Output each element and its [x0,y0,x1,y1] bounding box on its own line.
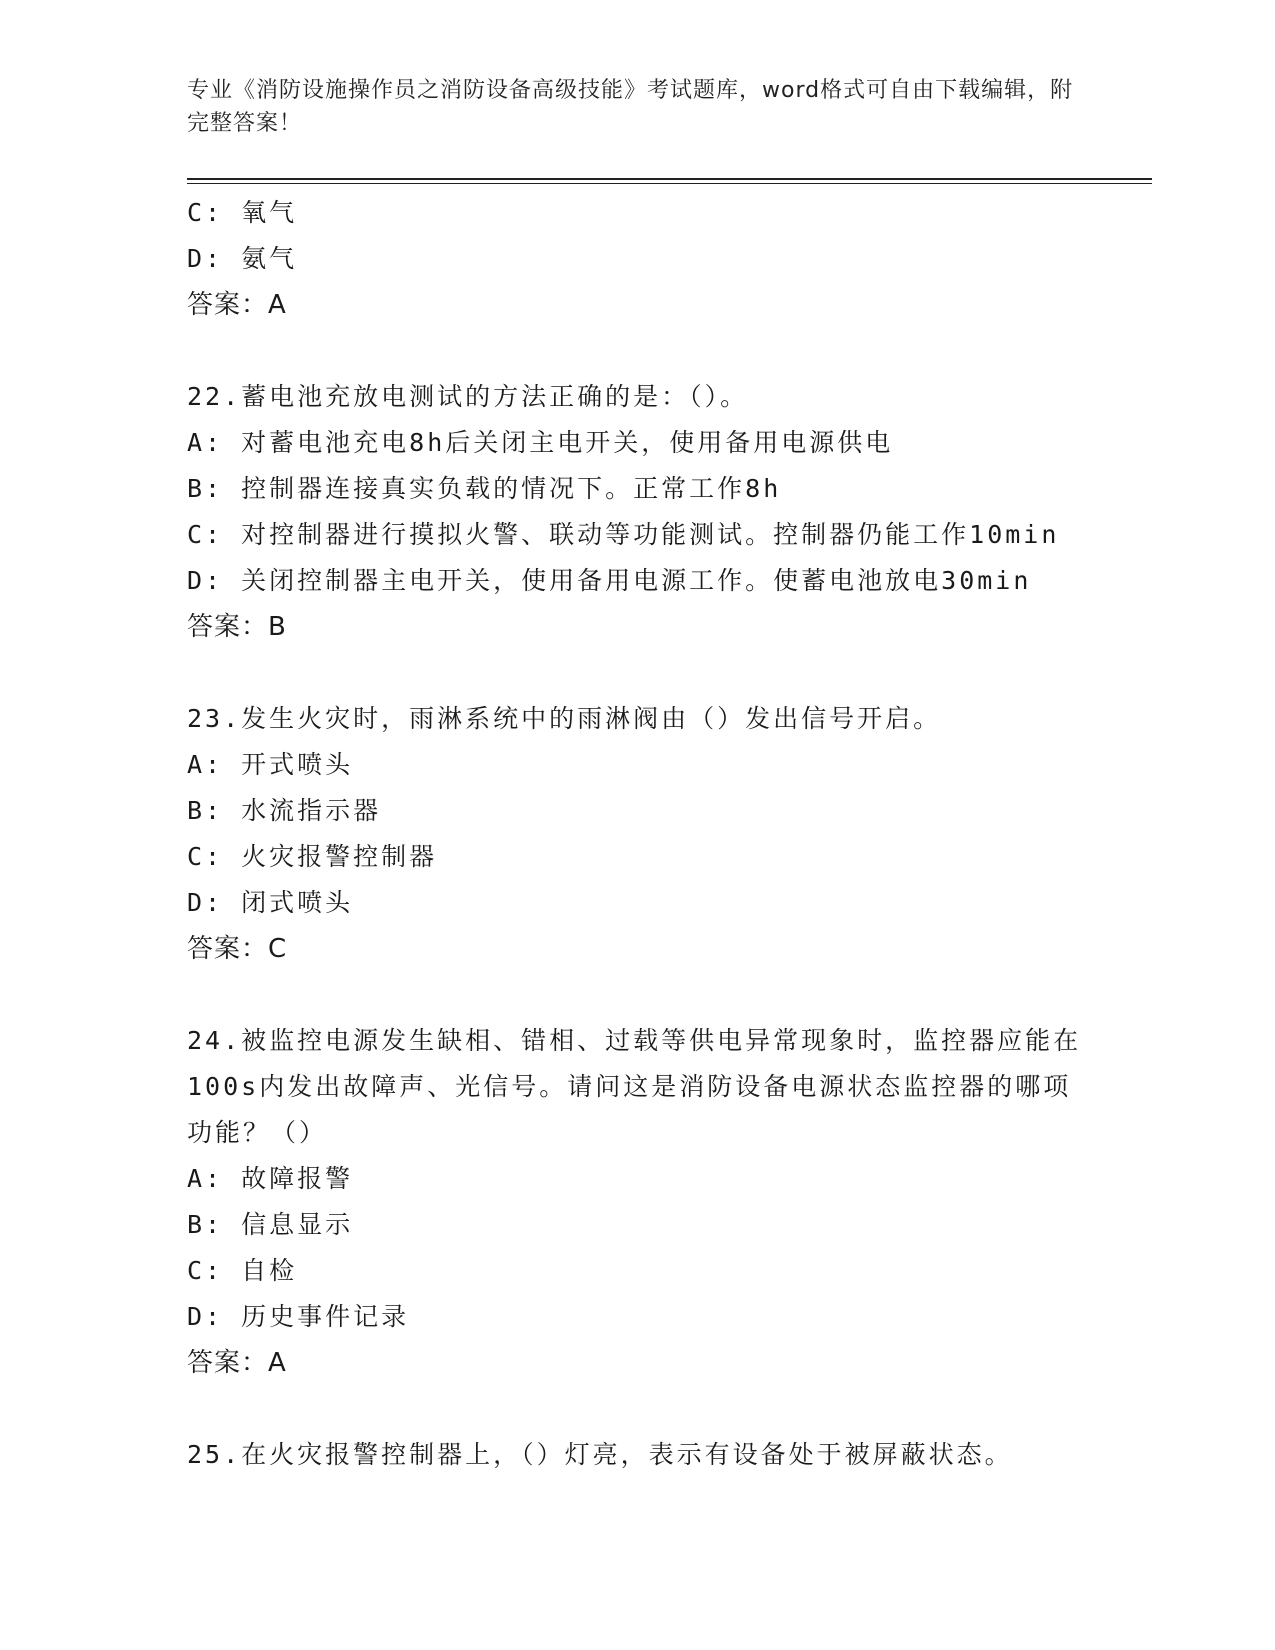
answer-line: 答案：A [187,1348,287,1378]
question-25 [187,1432,1087,1478]
question-list [187,190,1087,1478]
option-c: C: 自检 [187,1256,298,1285]
option-a: A: 对蓄电池充电8h后关闭主电开关，使用备用电源供电 [187,428,894,457]
question-24 [187,1018,1087,1386]
option-d: D: 闭式喷头 [187,888,354,917]
question-stem: 22.蓄电池充放电测试的方法正确的是：（）。 [187,382,749,411]
question-22 [187,374,1087,650]
header-divider-thin [187,183,1152,184]
option-b: B: 控制器连接真实负载的情况下。正常工作8h [187,474,782,503]
option-a: A: 开式喷头 [187,750,354,779]
option-a: A: 故障报警 [187,1164,354,1193]
question-23 [187,696,1087,972]
document-header: 专业《消防设施操作员之消防设备高级技能》考试题库，word格式可自由下载编辑，附完整答案！ [187,78,1074,136]
answer-line: 答案：B [187,612,287,642]
question-stem: 25.在火灾报警控制器上，（）灯亮，表示有设备处于被屏蔽状态。 [187,1440,1013,1469]
option-c: C: 对控制器进行摸拟火警、联动等功能测试。控制器仍能工作10min [187,520,1060,549]
question-21-tail [187,190,1087,328]
answer-line: 答案：A [187,290,287,320]
option-c: C: 火灾报警控制器 [187,842,438,871]
answer-line: 答案：C [187,934,288,964]
option-c: C: 氧气 [187,198,298,227]
question-stem: 23.发生火灾时，雨淋系统中的雨淋阀由（）发出信号开启。 [187,704,942,733]
option-b: B: 信息显示 [187,1210,354,1239]
header-divider-thick [187,178,1152,180]
option-d: D: 关闭控制器主电开关，使用备用电源工作。使蓄电池放电30min [187,566,1032,595]
question-stem: 24.被监控电源发生缺相、错相、过载等供电异常现象时，监控器应能在100s内发出故障声、光信号。请问这是消防设备电源状态监控器的哪项功能？（） [187,1026,1082,1147]
option-d: D: 氨气 [187,244,298,273]
option-d: D: 历史事件记录 [187,1302,410,1331]
option-b: B: 水流指示器 [187,796,382,825]
